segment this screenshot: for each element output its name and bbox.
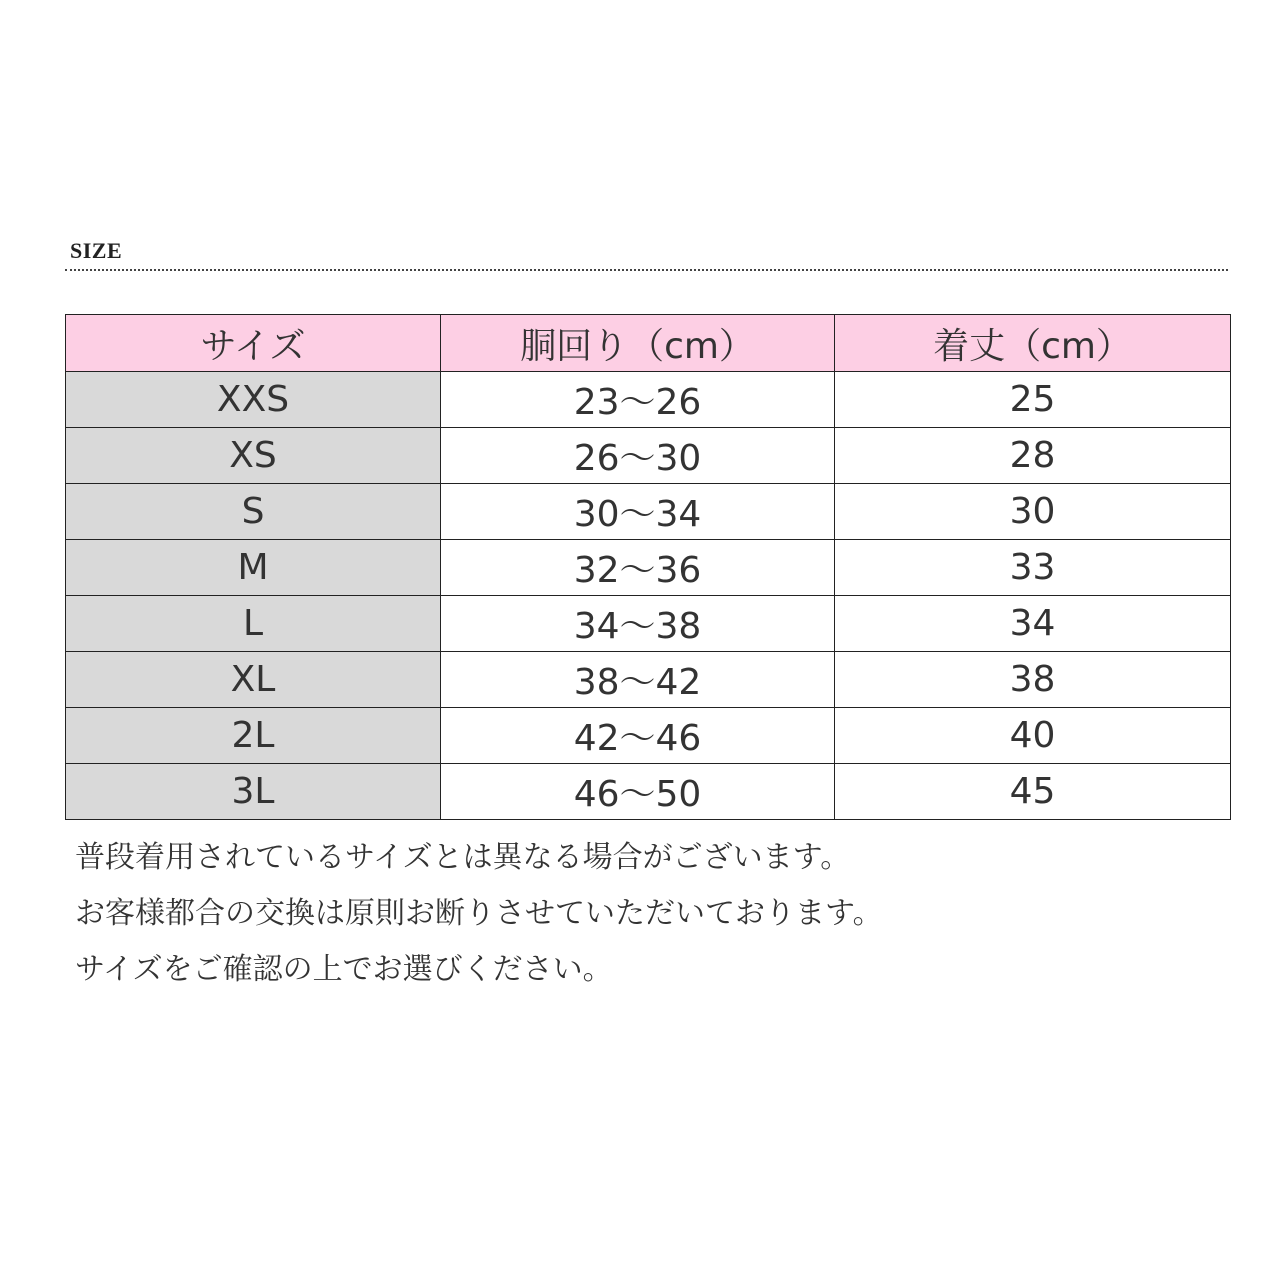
waist-cell: 23～26	[441, 372, 835, 428]
section-title: SIZE	[70, 238, 123, 263]
length-cell: 40	[835, 708, 1231, 764]
size-cell: XS	[66, 428, 441, 484]
note-exchange-policy: お客様都合の交換は原則お断りさせていただいております。	[75, 896, 883, 931]
table-row	[66, 428, 1231, 484]
waist-cell: 26～30	[441, 428, 835, 484]
table-row	[66, 540, 1231, 596]
size-cell: L	[66, 596, 441, 652]
waist-cell: 30～34	[441, 484, 835, 540]
size-chart-table	[65, 314, 1231, 820]
waist-cell: 46～50	[441, 764, 835, 820]
length-cell: 30	[835, 484, 1231, 540]
header-size: サイズ	[66, 315, 441, 372]
size-cell: 3L	[66, 764, 441, 820]
size-cell: XXS	[66, 372, 441, 428]
waist-cell: 42～46	[441, 708, 835, 764]
length-cell: 25	[835, 372, 1231, 428]
table-row	[66, 596, 1231, 652]
length-cell: 34	[835, 596, 1231, 652]
table-row	[66, 372, 1231, 428]
waist-cell: 34～38	[441, 596, 835, 652]
length-cell: 45	[835, 764, 1231, 820]
header-length: 着丈（cm）	[835, 315, 1231, 372]
waist-cell: 32～36	[441, 540, 835, 596]
table-row	[66, 652, 1231, 708]
waist-cell: 38～42	[441, 652, 835, 708]
header-waist: 胴回り（cm）	[441, 315, 835, 372]
size-cell: 2L	[66, 708, 441, 764]
size-cell: S	[66, 484, 441, 540]
table-row	[66, 708, 1231, 764]
table-header-row	[66, 315, 1231, 372]
note-size-difference: 普段着用されているサイズとは異なる場合がございます。	[75, 840, 851, 875]
length-cell: 33	[835, 540, 1231, 596]
length-cell: 28	[835, 428, 1231, 484]
size-cell: M	[66, 540, 441, 596]
note-check-size: サイズをご確認の上でお選びください。	[75, 952, 613, 987]
length-cell: 38	[835, 652, 1231, 708]
table-row	[66, 764, 1231, 820]
notes	[75, 830, 1225, 998]
table-row	[66, 484, 1231, 540]
size-cell: XL	[66, 652, 441, 708]
dotted-divider	[65, 269, 1228, 271]
